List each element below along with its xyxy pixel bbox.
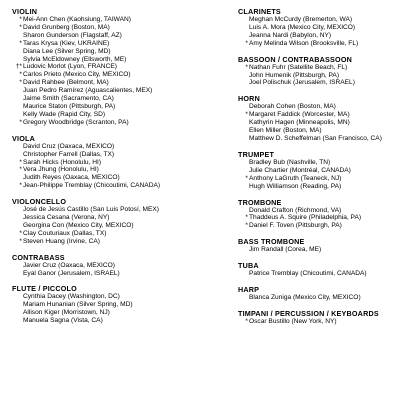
member-name: Ludovic Morlot (Lyon, FRANCE) bbox=[23, 63, 117, 71]
member-name: Blanca Zuniga (Mexico City, MEXICO) bbox=[249, 294, 361, 302]
section-horn bbox=[238, 94, 398, 143]
member-row bbox=[238, 207, 398, 215]
member-row bbox=[238, 159, 398, 167]
member-row bbox=[238, 32, 398, 40]
member-mark: * bbox=[245, 111, 248, 119]
member-name: Jim Randall (Corea, ME) bbox=[249, 246, 322, 254]
member-name: Sylvia McEldowney (Ellsworth, ME) bbox=[23, 55, 127, 63]
section-heading: VIOLIN bbox=[12, 7, 38, 16]
member-name: Matthew D. Scheffelman (San Francisco, CA) bbox=[249, 134, 382, 142]
member-name: Allison Kiger (Morristown, NJ) bbox=[23, 309, 110, 317]
member-name: Georgina Con (Mexico City, MEXICO) bbox=[23, 221, 134, 229]
member-name: Maurice Staton (Pittsburgh, PA) bbox=[23, 102, 116, 110]
member-name: Bradley Bub (Nashville, TN) bbox=[249, 158, 331, 166]
section-timpani-percussion-keyboards bbox=[238, 309, 398, 326]
member-name: Joel Polischuk (Jerusalem, ISRAEL) bbox=[249, 79, 355, 87]
member-name: Sharon Gunderson (Flagstaff, AZ) bbox=[23, 31, 122, 39]
member-mark: * bbox=[245, 39, 248, 47]
section-heading: TRUMPET bbox=[238, 149, 275, 159]
member-name: Hugh Williamson (Reading, PA) bbox=[249, 182, 342, 190]
section-heading: FLUTE / PICCOLO bbox=[12, 284, 77, 294]
section-heading: BASSOON / CONTRABASSOON bbox=[238, 54, 353, 64]
member-name: Mei-Ann Chen (Kaohsiung, TAIWAN) bbox=[23, 16, 131, 23]
member-row bbox=[238, 16, 398, 24]
member-row bbox=[12, 87, 230, 95]
member-name: Luis A. Mora (Mexico City, MEXICO) bbox=[249, 23, 356, 31]
section-clarinets bbox=[238, 7, 398, 48]
member-row bbox=[12, 262, 230, 270]
section-harp bbox=[238, 285, 398, 302]
section-flute-piccolo bbox=[12, 284, 230, 325]
member-row bbox=[238, 72, 398, 80]
section-heading: CONTRABASS bbox=[12, 252, 65, 262]
member-row bbox=[238, 127, 398, 135]
member-row bbox=[12, 119, 230, 127]
section-heading: CLARINETS bbox=[238, 7, 281, 16]
member-name: David Cruz (Oaxaca, MEXICO) bbox=[23, 142, 115, 150]
member-mark: * bbox=[245, 63, 248, 71]
member-row bbox=[238, 79, 398, 87]
member-name: Clay Couturiaux (Dallas, TX) bbox=[23, 229, 107, 237]
member-name: Daniel F. Toven (Pittsburgh, PA) bbox=[249, 222, 342, 230]
member-row bbox=[238, 318, 398, 326]
section-heading: HORN bbox=[238, 94, 260, 104]
section-contrabass bbox=[12, 253, 230, 278]
member-name: Christopher Farrell (Dallas, TX) bbox=[23, 150, 115, 158]
member-name: Patrice Tremblay (Chicoutimi, CANADA) bbox=[249, 270, 367, 278]
member-row bbox=[12, 143, 230, 151]
section-bassoon-contrabassoon bbox=[238, 55, 398, 88]
member-name: Kelly Wade (Rapid City, SD) bbox=[23, 110, 106, 118]
member-row bbox=[12, 309, 230, 317]
member-row bbox=[12, 111, 230, 119]
member-row bbox=[238, 294, 398, 302]
member-name: Steven Huang (Irvine, CA) bbox=[23, 237, 100, 245]
member-row bbox=[12, 238, 230, 246]
member-name: Juan Pedro Ramírez (Aguascalientes, MEX) bbox=[23, 87, 153, 95]
member-name: Judith Reyes (Oaxaca, MEXICO) bbox=[23, 174, 120, 182]
member-row bbox=[12, 56, 230, 64]
member-name: Mariam Hunanian (Silver Spring, MD) bbox=[23, 301, 133, 309]
member-row bbox=[238, 175, 398, 183]
section-heading: TUBA bbox=[238, 261, 259, 271]
member-mark: * bbox=[19, 118, 22, 126]
member-mark: * bbox=[245, 214, 248, 222]
member-row bbox=[12, 230, 230, 238]
right-column bbox=[238, 0, 398, 326]
member-name: David Rahbee (Belmont, MA) bbox=[23, 79, 109, 87]
member-name: Jeanna Nardi (Babylon, NY) bbox=[249, 31, 332, 39]
member-row bbox=[12, 293, 230, 301]
member-name: Jessica Cesana (Verona, NY) bbox=[23, 214, 110, 222]
member-name: Carlos Prieto (Mexico City, MEXICO) bbox=[23, 71, 131, 79]
member-name: Jean-Philippe Tremblay (Chicoutimi, CANADA) bbox=[23, 182, 161, 190]
member-row bbox=[238, 167, 398, 175]
member-row bbox=[12, 48, 230, 56]
member-row bbox=[12, 159, 230, 167]
member-row bbox=[12, 103, 230, 111]
member-mark: * bbox=[19, 237, 22, 245]
member-row bbox=[12, 270, 230, 278]
member-name: Donald Crafton (Richmond, VA) bbox=[249, 206, 342, 214]
member-mark: †* bbox=[15, 63, 22, 71]
member-row bbox=[12, 151, 230, 159]
member-row bbox=[12, 166, 230, 174]
member-row bbox=[12, 174, 230, 182]
member-mark: * bbox=[245, 317, 248, 325]
member-row bbox=[12, 32, 230, 40]
member-row bbox=[238, 111, 398, 119]
member-name: José de Jesús Castillo (San Luis Potosí, MEX) bbox=[23, 206, 159, 214]
member-name: Javier Cruz (Oaxaca, MEXICO) bbox=[23, 261, 115, 269]
member-row bbox=[12, 40, 230, 48]
member-name: Cynthia Dacey (Washington, DC) bbox=[23, 293, 120, 301]
member-row bbox=[238, 214, 398, 222]
member-name: Ellen Miller (Boston, MA) bbox=[249, 127, 322, 135]
member-row bbox=[12, 182, 230, 190]
section-heading: HARP bbox=[238, 285, 260, 295]
member-mark: * bbox=[19, 166, 22, 174]
member-name: Thaddeus A. Squire (Philadelphia, PA) bbox=[249, 214, 362, 222]
member-row bbox=[12, 317, 230, 325]
member-row bbox=[238, 270, 398, 278]
member-row bbox=[238, 119, 398, 127]
member-name: Nathan Fuhr (Satellite Beach, FL) bbox=[249, 63, 348, 71]
member-mark: * bbox=[19, 71, 22, 79]
member-row bbox=[238, 183, 398, 191]
member-name: Margaret Faddick (Worcester, MA) bbox=[249, 111, 350, 119]
member-row bbox=[12, 63, 230, 71]
member-name: Taras Krysa (Kiev, UKRAINE) bbox=[23, 39, 110, 47]
member-row bbox=[238, 24, 398, 32]
member-mark: * bbox=[19, 158, 22, 166]
member-name: Manuela Sagna (Vista, CA) bbox=[23, 317, 103, 325]
member-name: Diana Lee (Silver Spring, MD) bbox=[23, 47, 111, 55]
section-tuba bbox=[238, 261, 398, 278]
member-name: Sarah Hicks (Honolulu, HI) bbox=[23, 158, 102, 166]
member-name: Deborah Cohen (Boston, MA) bbox=[249, 103, 336, 111]
member-name: Amy Melinda Wilson (Brooksville, FL) bbox=[249, 39, 359, 47]
member-name: David Grunberg (Boston, MA) bbox=[23, 23, 110, 31]
member-name: Julie Chartier (Montréal, CANADA) bbox=[249, 166, 351, 174]
section-heading: TIMPANI / PERCUSSION / KEYBOARDS bbox=[238, 308, 379, 318]
left-column bbox=[12, 0, 230, 325]
member-name: Gregory Woodbridge (Scranton, PA) bbox=[23, 118, 129, 126]
member-row bbox=[238, 246, 398, 254]
section-heading: BASS TROMBONE bbox=[238, 237, 305, 247]
section-heading: VIOLA bbox=[12, 133, 35, 143]
member-row bbox=[12, 214, 230, 222]
member-row bbox=[238, 135, 398, 143]
member-row bbox=[12, 16, 230, 24]
member-row bbox=[12, 301, 230, 309]
member-name: John Humenik (Pittsburgh, PA) bbox=[249, 71, 340, 79]
member-name: Oscar Bustillo (New York, NY) bbox=[249, 317, 337, 325]
member-row bbox=[12, 222, 230, 230]
member-row bbox=[238, 64, 398, 72]
section-viola bbox=[12, 134, 230, 190]
member-name: Anthony LaGruth (Teaneck, NJ) bbox=[249, 174, 342, 182]
member-name: Meghan McCurdy (Bremerton, WA) bbox=[249, 16, 353, 23]
member-row bbox=[12, 24, 230, 32]
member-mark: * bbox=[19, 229, 22, 237]
section-heading: TROMBONE bbox=[238, 197, 282, 207]
member-row bbox=[238, 222, 398, 230]
section-heading: VIOLONCELLO bbox=[12, 197, 67, 207]
member-mark: * bbox=[19, 16, 22, 23]
member-name: Kathyrin Hagen (Minneapolis, MN) bbox=[249, 119, 350, 127]
section-trumpet bbox=[238, 150, 398, 191]
member-row bbox=[238, 103, 398, 111]
member-name: Jaime Smith (Sacramento, CA) bbox=[23, 95, 114, 103]
member-mark: * bbox=[19, 182, 22, 190]
member-name: Eyal Ganor (Jerusalem, ISRAEL) bbox=[23, 269, 120, 277]
member-row bbox=[12, 206, 230, 214]
member-row bbox=[12, 71, 230, 79]
member-mark: * bbox=[19, 23, 22, 31]
member-row bbox=[12, 79, 230, 87]
member-mark: * bbox=[19, 39, 22, 47]
section-trombone bbox=[238, 198, 398, 231]
member-mark: * bbox=[245, 174, 248, 182]
member-mark: * bbox=[245, 222, 248, 230]
section-violin bbox=[12, 7, 230, 127]
member-row bbox=[238, 40, 398, 48]
member-mark: * bbox=[19, 79, 22, 87]
section-violoncello bbox=[12, 197, 230, 246]
member-name: Vera Jhung (Honolulu, HI) bbox=[23, 166, 99, 174]
member-row bbox=[12, 95, 230, 103]
section-bass-trombone bbox=[238, 237, 398, 254]
